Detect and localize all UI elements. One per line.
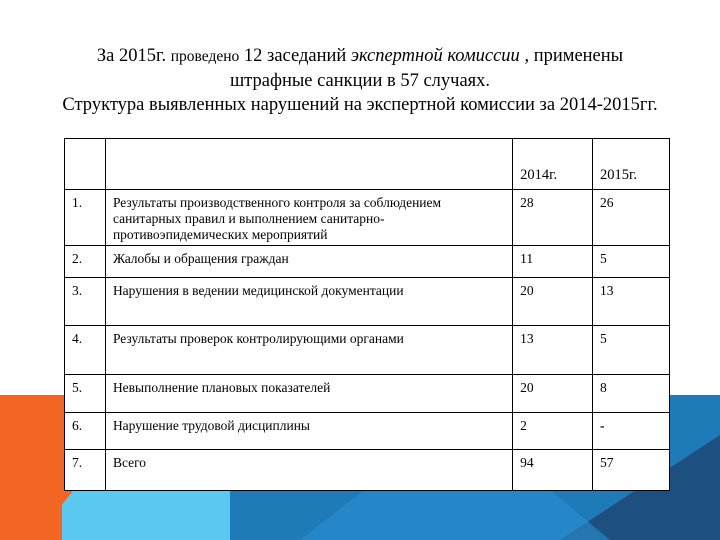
violations-table [64,138,670,491]
row-name: Всего [105,450,512,491]
row-number: 1. [65,190,106,246]
table-row [65,326,670,375]
row-name: Жалобы и обращения граждан [105,246,512,278]
row-value-2014: 20 [513,375,593,413]
row-value-2014: 11 [513,246,593,278]
row-value-2014: 13 [513,326,593,375]
row-value-2015: 5 [593,246,670,278]
header-number-cell [65,139,106,190]
row-number: 5. [65,375,106,413]
row-name: Невыполнение плановых показателей [105,375,512,413]
table-row-total [65,450,670,491]
heading-line-2: штрафные санкции в 57 случаях. [229,71,491,91]
slide-heading [0,44,720,117]
header-2014-cell: 2014г. [513,139,593,190]
table-row [65,375,670,413]
table-row [65,413,670,450]
row-value-2015: 8 [593,375,670,413]
orange-shape [0,395,62,540]
row-name: Результаты проверок контролирующими органами [105,326,512,375]
heading-line-1: За 2015г. проведено 12 заседаний экспертной комиссии , применены [96,46,624,66]
header-2015-cell: 2015г. [593,139,670,190]
table-row [65,190,670,246]
row-value-2015: 26 [593,190,670,246]
row-value-2015: 13 [593,278,670,326]
row-name: Нарушение трудовой дисциплины [105,413,512,450]
row-value-2015: 57 [593,450,670,491]
table-header-row [65,139,670,190]
row-value-2015: 5 [593,326,670,375]
table-row [65,246,670,278]
row-name: Результаты производственного контроля за соблюдением санитарных правил и выполнением санитарно-противоэпидемических мероприятий [105,190,512,246]
row-value-2015: - [593,413,670,450]
row-number: 3. [65,278,106,326]
row-value-2014: 2 [513,413,593,450]
row-number: 4. [65,326,106,375]
row-value-2014: 94 [513,450,593,491]
row-value-2014: 20 [513,278,593,326]
row-number: 6. [65,413,106,450]
row-value-2014: 28 [513,190,593,246]
row-name: Нарушения в ведении медицинской документации [105,278,512,326]
heading-line-3: Структура выявленных нарушений на экспертной комиссии за 2014-2015гг. [62,95,658,115]
row-number: 2. [65,246,106,278]
row-number: 7. [65,450,106,491]
table-row [65,278,670,326]
header-name-cell [105,139,512,190]
